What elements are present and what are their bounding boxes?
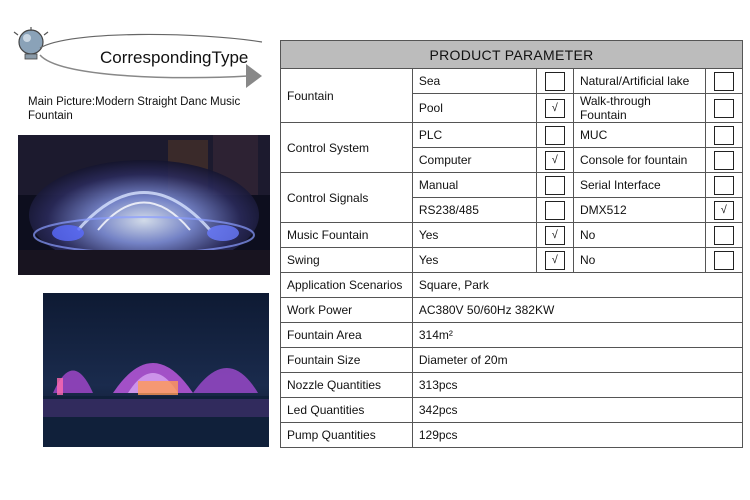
checkbox[interactable] [714,99,734,118]
row-value: 342pcs [412,398,742,423]
row-label: Fountain Area [281,323,413,348]
option-label: Pool [412,94,536,123]
checkbox[interactable] [545,176,565,195]
table-row [281,69,743,94]
row-label: Nozzle Quantities [281,373,413,398]
option-label: Console for fountain [573,148,705,173]
option-label: Yes [412,223,536,248]
checkbox[interactable] [545,72,565,91]
option-label: Walk-through Fountain [573,94,705,123]
checkbox[interactable] [714,176,734,195]
product-parameter-table [280,40,743,448]
checkbox[interactable]: √ [714,201,734,220]
table-heading: PRODUCT PARAMETER [281,41,743,69]
option-label: Sea [412,69,536,94]
table-row [281,173,743,198]
checkbox[interactable] [714,126,734,145]
checkbox[interactable]: √ [545,251,565,270]
row-label: Work Power [281,298,413,323]
table-row [281,323,743,348]
header [0,0,272,100]
checkbox[interactable]: √ [545,151,565,170]
row-label: Pump Quantities [281,423,413,448]
option-label: PLC [412,123,536,148]
option-label: No [573,248,705,273]
checkbox[interactable] [714,72,734,91]
table-row [281,398,743,423]
checkbox[interactable] [545,201,565,220]
table-row [281,123,743,148]
checkbox[interactable] [714,251,734,270]
arrow-right-icon [246,64,262,88]
option-label: Yes [412,248,536,273]
lightbulb-icon [14,27,48,59]
table-row [281,298,743,323]
option-label: Computer [412,148,536,173]
option-label: RS238/485 [412,198,536,223]
table-row [281,273,743,298]
category-label: Music Fountain [281,223,413,248]
category-label: Swing [281,248,413,273]
row-label: Led Quantities [281,398,413,423]
option-label: Serial Interface [573,173,705,198]
fountain-photo-secondary [43,293,269,447]
checkbox[interactable]: √ [545,99,565,118]
table-row [281,248,743,273]
category-label: Control System [281,123,413,173]
table-row [281,223,743,248]
table-row [281,348,743,373]
row-value: 313pcs [412,373,742,398]
option-label: MUC [573,123,705,148]
row-value: Square, Park [412,273,742,298]
checkbox[interactable] [714,151,734,170]
table-row [281,373,743,398]
row-label: Application Scenarios [281,273,413,298]
row-value: AC380V 50/60Hz 382KW [412,298,742,323]
row-value: 129pcs [412,423,742,448]
row-value: Diameter of 20m [412,348,742,373]
swoosh-line [40,34,262,48]
page-title: CorrespondingType [100,48,249,67]
fountain-photo-main [18,135,270,275]
category-label: Fountain [281,69,413,123]
option-label: Natural/Artificial lake [573,69,705,94]
option-label: Manual [412,173,536,198]
main-picture-caption: Main Picture:Modern Straight Danc Music Fountain [28,96,241,122]
row-label: Fountain Size [281,348,413,373]
row-value: 314m² [412,323,742,348]
option-label: DMX512 [573,198,705,223]
checkbox[interactable]: √ [545,226,565,245]
category-label: Control Signals [281,173,413,223]
option-label: No [573,223,705,248]
checkbox[interactable] [545,126,565,145]
table-row [281,423,743,448]
checkbox[interactable] [714,226,734,245]
